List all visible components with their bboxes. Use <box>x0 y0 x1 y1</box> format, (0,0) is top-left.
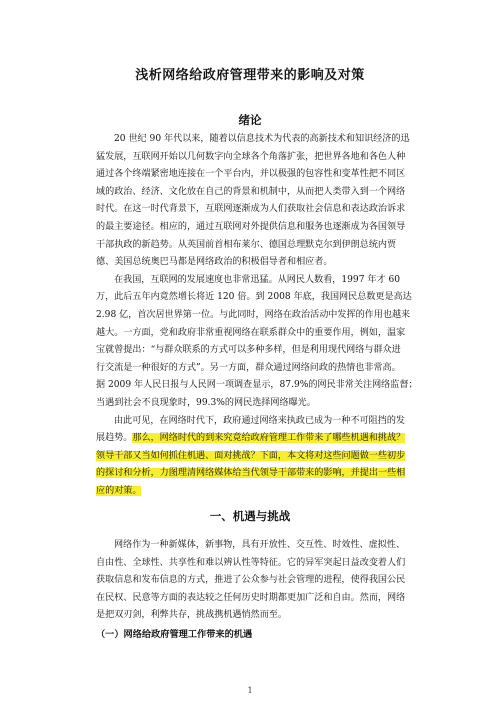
text-line: 行交流是一种很好的方式”。另一方面，群众通过网络问政的热情也非常高。 <box>96 362 401 373</box>
text-line <box>96 465 432 483</box>
text-line: 在我国，互联网的发展速度也非常迅猛。从网民人数看，1997 年才 60 <box>114 274 401 285</box>
text-line: 获取信息和发布信息的方式，推进了公众参与社会管理的进程，使得我国公民 <box>96 575 406 586</box>
paper-title: 浅析网络给政府管理带来的影响及对策 <box>135 68 365 83</box>
text-line: 当遇到社会不良现象时，99.3%的网民选择网络曝光。 <box>96 397 316 408</box>
text-line <box>96 448 432 466</box>
intro-section <box>96 131 432 500</box>
text-line <box>96 430 432 448</box>
text-line: 越大。一方面，党和政府非常重视网络在联系群众中的重要作用，例如，温家 <box>96 327 406 338</box>
intro-paragraph-1 <box>96 131 432 272</box>
intro-paragraph-3 <box>96 413 432 501</box>
text-line: 德、美国总统奥巴马都是网络政治的积极倡导者和相应者。 <box>96 257 333 268</box>
text-line: 干部执政的新趋势。从英国前首相布莱尔、德国总理默克尔到伊朗总统内贾 <box>96 239 397 250</box>
intro-paragraph-2 <box>96 272 432 413</box>
subsection-1-heading: （一）网络给政府管理工作带来的机遇 <box>96 629 253 640</box>
text-run: 展趋势。 <box>96 433 133 444</box>
text-line: 2.98 亿，首次居世界第一位。与此同时，网络在政治活动中发挥的作用也越来 <box>96 309 411 320</box>
text-line <box>96 483 432 501</box>
highlighted-text: 应的对策。 <box>96 485 142 496</box>
section-1-paragraph-1 <box>96 537 432 625</box>
text-line: 20 世纪 90 年代以来，随着以信息技术为代表的高新技术和知识经济的迅 <box>114 134 410 144</box>
intro-heading: 绪论 <box>238 113 262 127</box>
text-line: 在民权、民意等方面的表达较之任何历史时期都更加广泛和自由。然而，网络 <box>96 592 406 603</box>
text-line: 网络作为一种新媒体，新事物，具有开放性、交互性、时效性、虚拟性、 <box>114 540 406 550</box>
text-line: 宝就曾提出：“与群众联系的方式可以多种多样，但是利用现代网络与群众进 <box>96 345 401 356</box>
text-line: 由此可见，在网络时代下，政府通过网络来执政已成为一种不可阻挡的发 <box>114 415 406 426</box>
text-line: 时代。在这一时代背景下，互联网逐渐成为人们获取社会信息和表达政治诉求 <box>96 204 406 215</box>
text-line: 猛发展，互联网开始以几何数字向全球各个角落扩张，把世界各地和各色人种 <box>96 151 406 162</box>
highlighted-text: 那么，网络时代的到来究竟给政府管理工作带来了哪些机遇和挑战？ <box>132 433 406 444</box>
highlighted-text: 领导干部又当如何抓住机遇、面对挑战？下面，本文将对这些问题做一些初步 <box>96 450 406 461</box>
text-line: 自由性、全球性、共享性和难以辨认性等特征。它的异军突起日益改变着人们 <box>96 557 406 568</box>
highlighted-text: 的探讨和分析，力图理清网络媒体给当代领导干部带来的影响，并提出一些相 <box>96 468 406 479</box>
text-line: 据 2009 年人民日报与人民网一项调查显示，87.9%的网民非常关注网络监督； <box>96 380 418 391</box>
page-number: 1 <box>247 686 253 695</box>
text-line: 是把双刃剑，利弊共存，挑战携机遇悄然而至。 <box>96 610 287 621</box>
section-1-heading: 一、机遇与挑战 <box>209 509 291 523</box>
text-line: 通过各个终端紧密地连接在一个平台内，并以极强的包容性和变革性把不同区 <box>96 169 406 180</box>
text-line: 域的政治、经济、文化放在自己的背景和机制中，从而把人类带入到一个网络 <box>96 186 406 197</box>
text-line: 万，此后五年内竟然增长将近 120 倍。到 2008 年底，我国网民总数更是高达 <box>96 292 412 303</box>
section-1 <box>96 537 432 625</box>
text-line: 的最主要途径。相应的，通过互联网对外提供信息和服务也逐渐成为各国领导 <box>96 221 406 232</box>
